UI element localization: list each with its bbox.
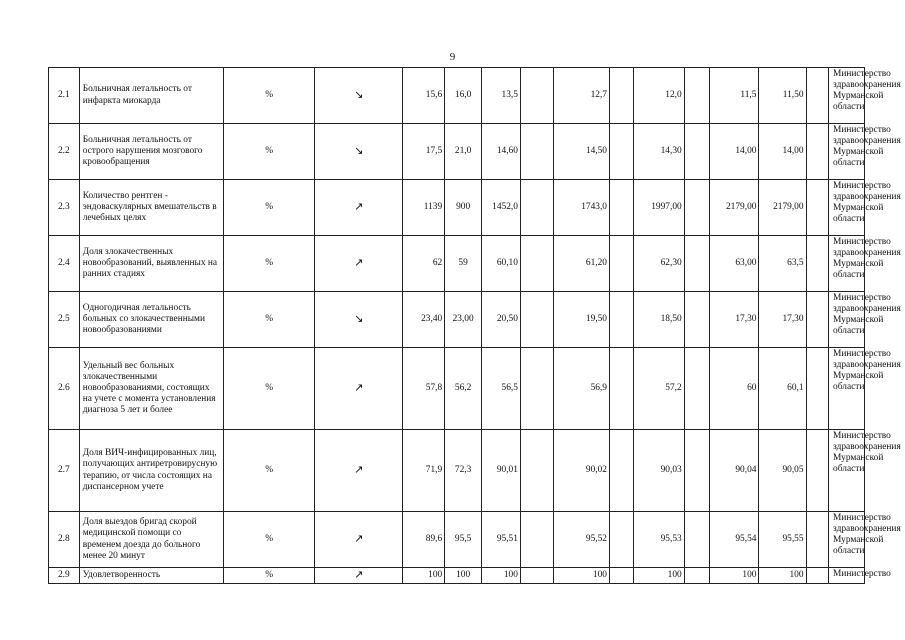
value-2022: 14,50: [553, 124, 609, 180]
value-2020: 59: [445, 236, 482, 292]
trend-cell: [315, 512, 403, 568]
value-2021: 20,50: [482, 292, 521, 348]
unit-cell: %: [224, 512, 315, 568]
responsible-ministry: Министерство здравоохранения Мурманской области: [829, 68, 865, 124]
row-number: 2.7: [49, 430, 80, 512]
row-number: 2.3: [49, 180, 80, 236]
arrow-up-right-icon: ↗: [354, 531, 364, 545]
page-number: 9: [449, 51, 456, 63]
value-2023: 1997,00: [633, 180, 684, 236]
table-row: [49, 430, 865, 512]
table-row: [49, 568, 865, 584]
empty-cell: [520, 180, 553, 236]
value-2023: 62,30: [633, 236, 684, 292]
row-number: 2.8: [49, 512, 80, 568]
value-2019: 57,8: [403, 348, 445, 430]
empty-cell: [520, 568, 553, 584]
empty-cell: [520, 124, 553, 180]
empty-cell: [684, 348, 710, 430]
value-2025: 90,05: [759, 430, 806, 512]
value-2023: 57,2: [633, 348, 684, 430]
indicators-table: [48, 67, 901, 584]
row-number: 2.2: [49, 124, 80, 180]
value-2020: 23,00: [445, 292, 482, 348]
value-2019: 62: [403, 236, 445, 292]
empty-cell: [684, 292, 710, 348]
empty-cell: [609, 124, 633, 180]
empty-cell: [609, 568, 633, 584]
row-number: 2.1: [49, 68, 80, 124]
empty-cell: [609, 68, 633, 124]
indicator-name: Количество рентген - эндоваскулярных вмешательств в лечебных целях: [79, 180, 223, 236]
value-2025: 2179,00: [759, 180, 806, 236]
empty-cell: [520, 512, 553, 568]
unit-cell: %: [224, 180, 315, 236]
value-2024: 2179,00: [710, 180, 759, 236]
trend-cell: [315, 68, 403, 124]
empty-cell: [609, 348, 633, 430]
value-2021: 60,10: [482, 236, 521, 292]
value-2025: 100: [759, 568, 806, 584]
trend-cell: [315, 124, 403, 180]
table-row: [49, 180, 865, 236]
value-2021: 100: [482, 568, 521, 584]
trend-cell: [315, 236, 403, 292]
value-2025: 11,50: [759, 68, 806, 124]
value-2020: 100: [445, 568, 482, 584]
empty-cell: [520, 348, 553, 430]
value-2021: 90,01: [482, 430, 521, 512]
indicator-name: Удовлетворенность: [79, 568, 223, 584]
indicator-name: Доля выездов бригад скорой медицинской помощи со временем доезда до больного менее 20 минут: [79, 512, 223, 568]
empty-cell: [684, 236, 710, 292]
value-2022: 61,20: [553, 236, 609, 292]
trend-cell: [315, 180, 403, 236]
value-2024: 11,5: [710, 68, 759, 124]
unit-cell: %: [224, 68, 315, 124]
row-number: 2.4: [49, 236, 80, 292]
empty-cell: [684, 68, 710, 124]
unit-cell: %: [224, 348, 315, 430]
row-number: 2.9: [49, 568, 80, 584]
empty-cell: [684, 568, 710, 584]
table-row: [49, 292, 865, 348]
table-row: [49, 68, 865, 124]
table-row: [49, 236, 865, 292]
value-2021: 14,60: [482, 124, 521, 180]
arrow-up-right-icon: ↗: [354, 199, 364, 213]
value-2019: 17,5: [403, 124, 445, 180]
empty-cell: [684, 180, 710, 236]
value-2024: 17,30: [710, 292, 759, 348]
empty-cell: [806, 68, 829, 124]
value-2023: 95,53: [633, 512, 684, 568]
unit-cell: %: [224, 124, 315, 180]
indicator-name: Больничная летальность от острого нарушения мозгового кровообращения: [79, 124, 223, 180]
empty-cell: [684, 124, 710, 180]
value-2019: 71,9: [403, 430, 445, 512]
responsible-ministry: Министерство здравоохранения Мурманской области: [829, 236, 865, 292]
indicator-name: Удельный вес больных злокачественными новообразованиями, состоящих на учете с момента установления диагноза 5 лет и более: [79, 348, 223, 430]
value-2025: 60,1: [759, 348, 806, 430]
responsible-ministry: Министерство здравоохранения Мурманской области: [829, 124, 865, 180]
value-2025: 95,55: [759, 512, 806, 568]
arrow-up-right-icon: ↗: [354, 568, 364, 581]
unit-cell: %: [224, 292, 315, 348]
value-2022: 56,9: [553, 348, 609, 430]
value-2025: 63,5: [759, 236, 806, 292]
empty-cell: [684, 430, 710, 512]
indicator-name: Одногодичная летальность больных со злокачественными новообразованиями: [79, 292, 223, 348]
value-2022: 12,7: [553, 68, 609, 124]
value-2020: 16,0: [445, 68, 482, 124]
table-row: [49, 512, 865, 568]
value-2020: 21,0: [445, 124, 482, 180]
indicator-name: Доля злокачественных новообразований, выявленных на ранних стадиях: [79, 236, 223, 292]
arrow-down-right-icon: ↘: [354, 143, 364, 157]
empty-cell: [609, 512, 633, 568]
value-2023: 12,0: [633, 68, 684, 124]
empty-cell: [520, 68, 553, 124]
value-2021: 13,5: [482, 68, 521, 124]
value-2024: 63,00: [710, 236, 759, 292]
value-2024: 60: [710, 348, 759, 430]
value-2020: 56,2: [445, 348, 482, 430]
value-2025: 14,00: [759, 124, 806, 180]
value-2023: 14,30: [633, 124, 684, 180]
empty-cell: [806, 124, 829, 180]
unit-cell: %: [224, 568, 315, 584]
empty-cell: [684, 512, 710, 568]
empty-cell: [806, 236, 829, 292]
value-2019: 1139: [403, 180, 445, 236]
empty-cell: [806, 512, 829, 568]
value-2020: 95,5: [445, 512, 482, 568]
value-2020: 72,3: [445, 430, 482, 512]
value-2023: 18,50: [633, 292, 684, 348]
value-2023: 100: [633, 568, 684, 584]
unit-cell: %: [224, 236, 315, 292]
empty-cell: [520, 430, 553, 512]
value-2019: 89,6: [403, 512, 445, 568]
empty-cell: [806, 292, 829, 348]
trend-cell: [315, 348, 403, 430]
empty-cell: [806, 430, 829, 512]
value-2021: 1452,0: [482, 180, 521, 236]
value-2024: 100: [710, 568, 759, 584]
trend-cell: [315, 568, 403, 584]
value-2020: 900: [445, 180, 482, 236]
value-2022: 100: [553, 568, 609, 584]
indicator-name: Доля ВИЧ-инфицированных лиц, получающих антиретровирусную терапию, от числа состоящих на диспансерном учете: [79, 430, 223, 512]
empty-cell: [609, 180, 633, 236]
arrow-down-right-icon: ↘: [354, 311, 364, 325]
table-row: [49, 348, 865, 430]
responsible-ministry: Министерство здравоохранения Мурманской области: [829, 512, 865, 568]
responsible-ministry: Министерство здравоохранения Мурманской области: [829, 292, 865, 348]
value-2024: 90,04: [710, 430, 759, 512]
row-number: 2.5: [49, 292, 80, 348]
value-2024: 95,54: [710, 512, 759, 568]
value-2021: 56,5: [482, 348, 521, 430]
responsible-ministry: Министерство здравоохранения Мурманской области: [829, 430, 865, 512]
row-number: 2.6: [49, 348, 80, 430]
table-body: [49, 68, 901, 584]
arrow-up-right-icon: ↗: [354, 462, 364, 476]
value-2022: 1743,0: [553, 180, 609, 236]
value-2019: 100: [403, 568, 445, 584]
empty-cell: [609, 430, 633, 512]
value-2023: 90,03: [633, 430, 684, 512]
empty-cell: [609, 292, 633, 348]
unit-cell: %: [224, 430, 315, 512]
trend-cell: [315, 430, 403, 512]
empty-cell: [806, 180, 829, 236]
value-2025: 17,30: [759, 292, 806, 348]
empty-cell: [520, 292, 553, 348]
responsible-ministry: Министерство здравоохранения Мурманской области: [829, 180, 865, 236]
value-2019: 23,40: [403, 292, 445, 348]
indicator-name: Больничная летальность от инфаркта миокарда: [79, 68, 223, 124]
arrow-up-right-icon: ↗: [354, 255, 364, 269]
empty-cell: [609, 236, 633, 292]
responsible-ministry: Министерство здравоохранения Мурманской области: [829, 348, 865, 430]
value-2022: 19,50: [553, 292, 609, 348]
empty-cell: [806, 348, 829, 430]
value-2022: 90,02: [553, 430, 609, 512]
table-row: [49, 124, 865, 180]
arrow-up-right-icon: ↗: [354, 380, 364, 394]
value-2022: 95,52: [553, 512, 609, 568]
trend-cell: [315, 292, 403, 348]
value-2019: 15,6: [403, 68, 445, 124]
value-2024: 14,00: [710, 124, 759, 180]
arrow-down-right-icon: ↘: [354, 87, 364, 101]
value-2021: 95,51: [482, 512, 521, 568]
empty-cell: [806, 568, 829, 584]
responsible-ministry: Министерство: [829, 568, 865, 584]
empty-cell: [520, 236, 553, 292]
